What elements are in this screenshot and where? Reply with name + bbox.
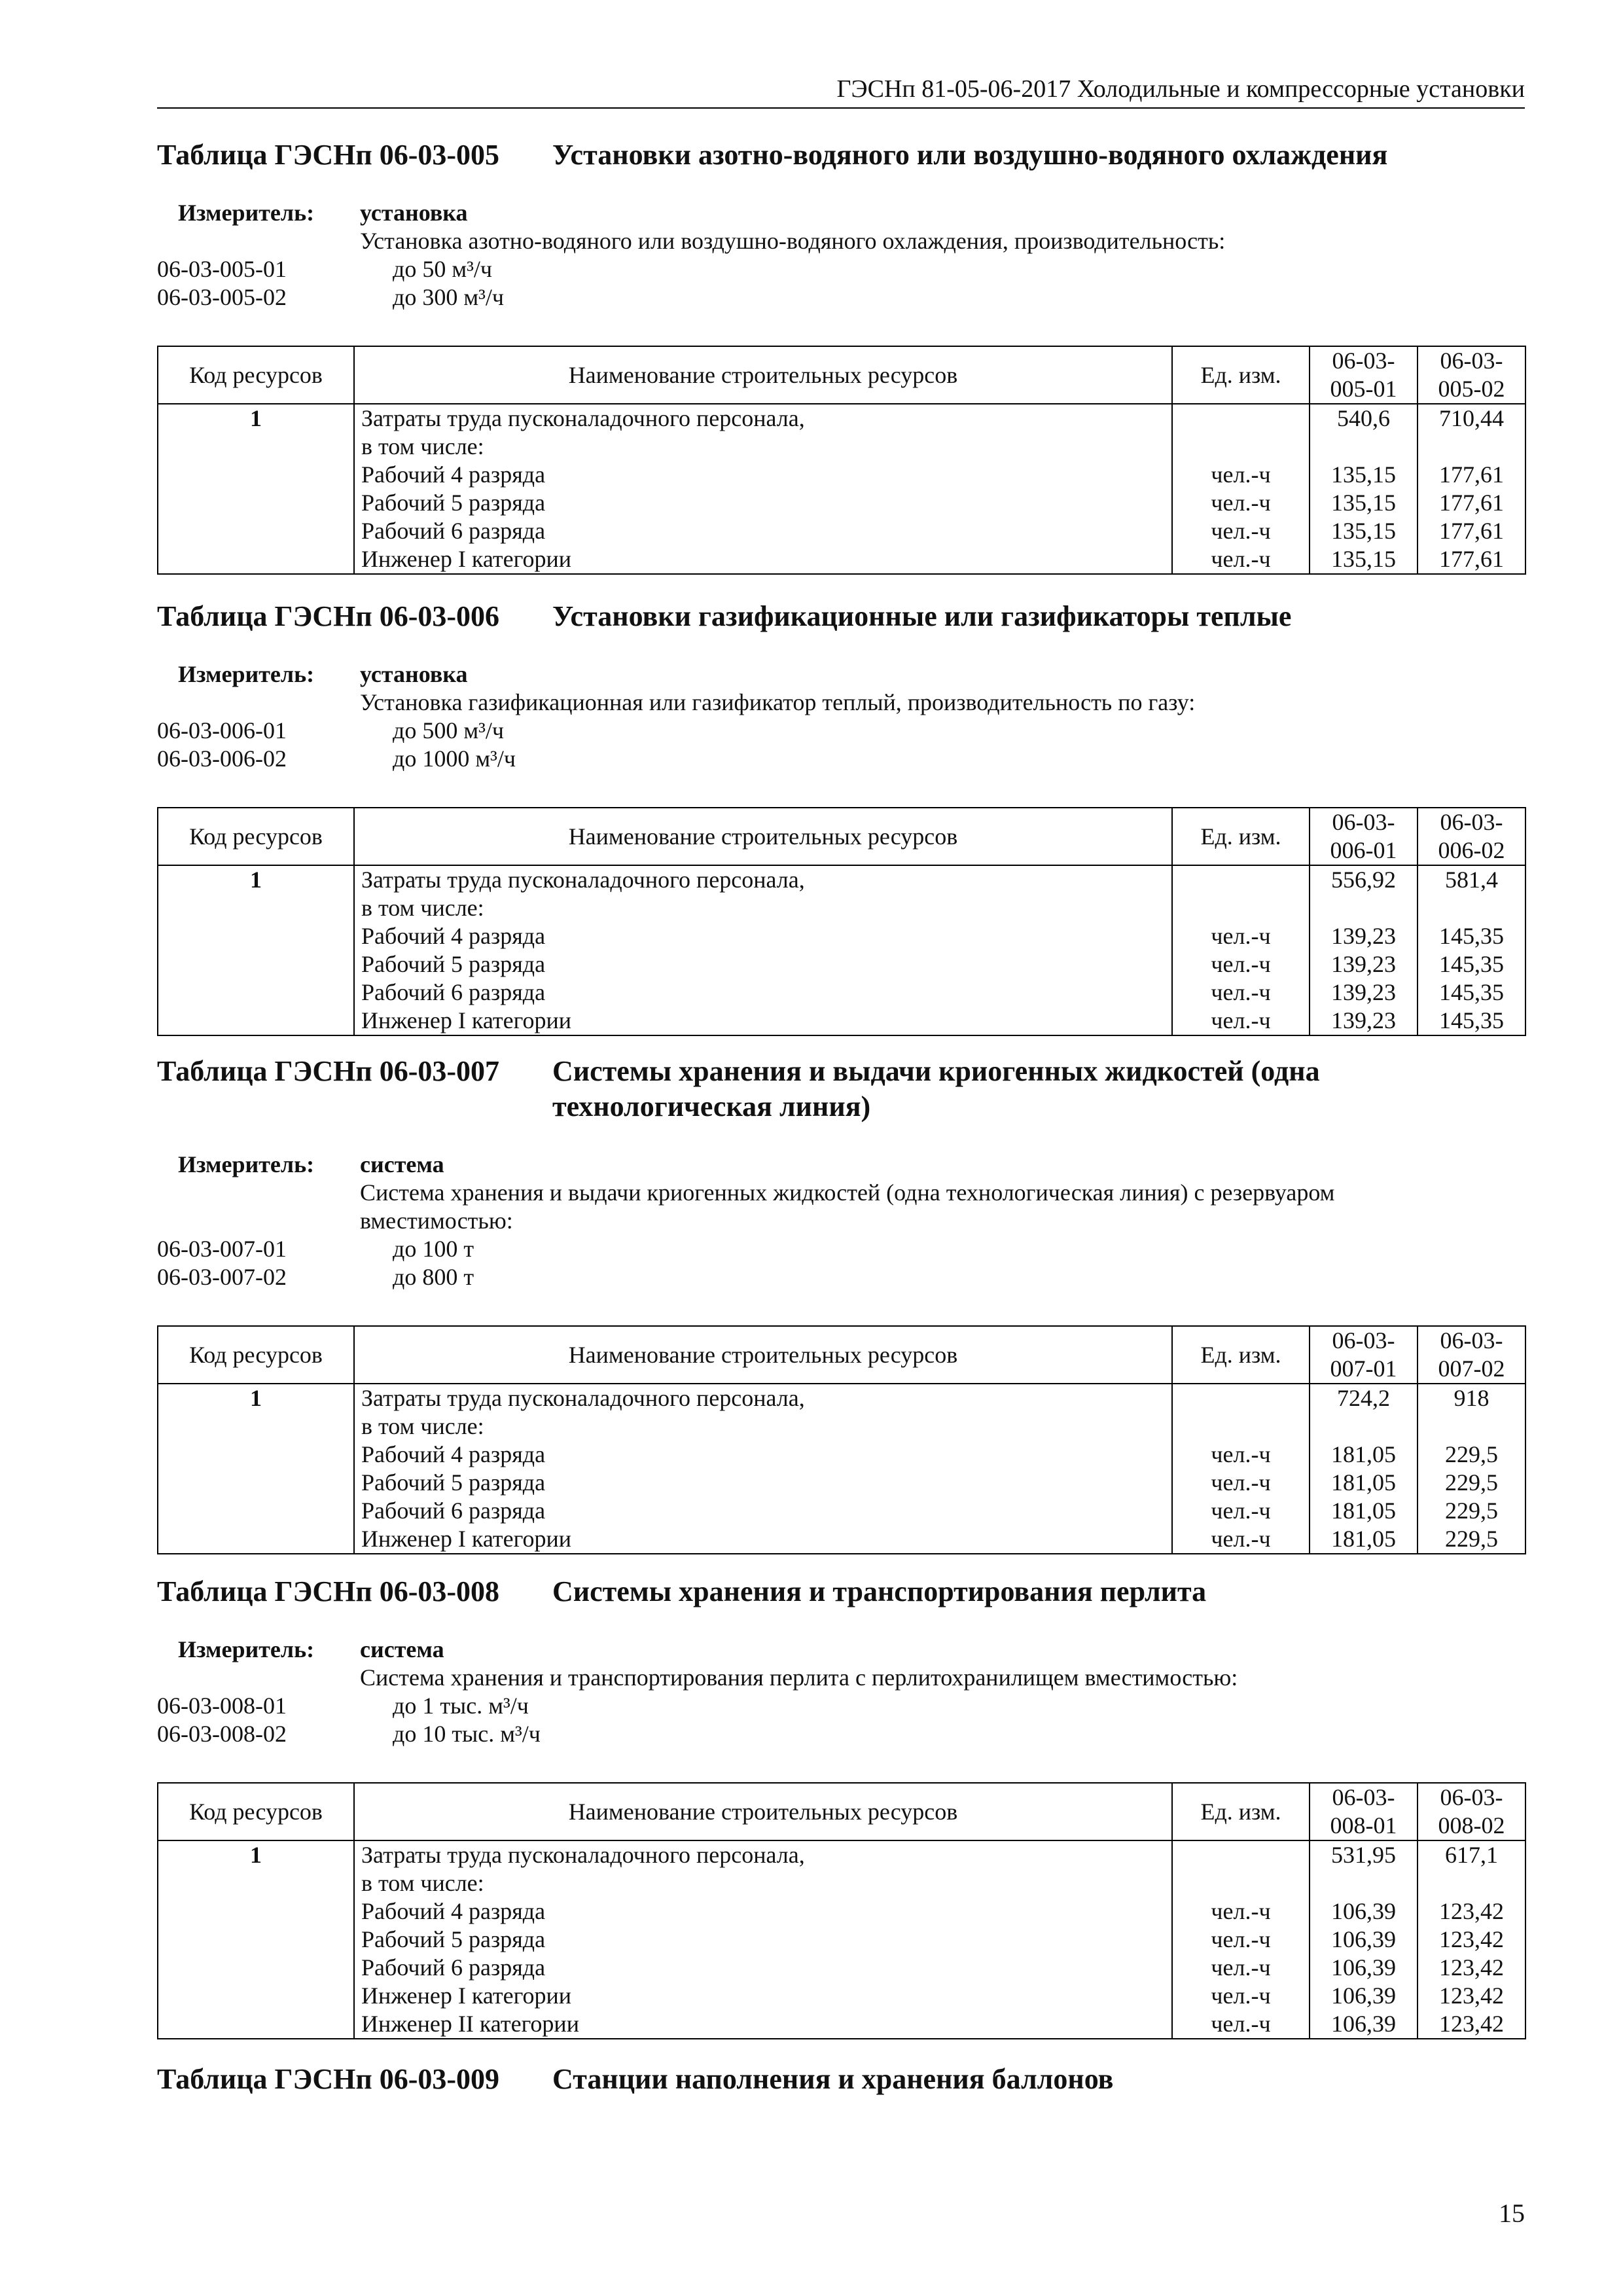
header-code: Код ресурсов <box>158 808 354 865</box>
variant-text: до 10 тыс. м³/ч <box>393 1721 541 1747</box>
table-row: Рабочий 5 разряда чел.-ч 139,23 145,35 <box>158 950 1525 978</box>
measure-block <box>157 199 1525 312</box>
table-row: Инженер I категории чел.-ч 139,23 145,35 <box>158 1007 1525 1035</box>
header-code: Код ресурсов <box>158 346 354 404</box>
meter-unit: система <box>360 1636 444 1662</box>
table-name: Установки газификационные или газификаторы теплые <box>552 600 1292 632</box>
table-code: Таблица ГЭСНп 06-03-006 <box>157 600 500 632</box>
header-variant-a: 06-03- 008-01 <box>1310 1783 1418 1840</box>
variant-code: 06-03-005-01 <box>157 256 287 282</box>
header-variant-b: 06-03- 006-02 <box>1418 808 1525 865</box>
table-code: Таблица ГЭСНп 06-03-009 <box>157 2063 500 2095</box>
table-section-06-03-008 <box>157 1574 1525 2039</box>
table-row: Рабочий 4 разряда чел.-ч 106,39 123,42 <box>158 1897 1525 1926</box>
header-code: Код ресурсов <box>158 1326 354 1384</box>
table-section-06-03-007 <box>157 1054 1525 1554</box>
table-row: Рабочий 6 разряда чел.-ч 135,15 177,61 <box>158 517 1525 545</box>
table-row: Рабочий 5 разряда чел.-ч 181,05 229,5 <box>158 1469 1525 1497</box>
measure-description: Установка азотно-водяного или воздушно-водяного охлаждения, производительность: <box>360 228 1226 254</box>
document-title: ГЭСНп 81-05-06-2017 Холодильные и компрессорные установки <box>836 75 1525 103</box>
variant-text: до 100 т <box>393 1236 474 1262</box>
table-title <box>157 137 1525 173</box>
variant-code: 06-03-007-01 <box>157 1236 287 1262</box>
header-variant-b: 06-03- 005-02 <box>1418 346 1525 404</box>
table-row: Рабочий 6 разряда чел.-ч 106,39 123,42 <box>158 1954 1525 1982</box>
meter-label: Измеритель: <box>178 1151 315 1177</box>
header-name: Наименование строительных ресурсов <box>354 1326 1172 1384</box>
table-row: в том числе: <box>158 1412 1525 1441</box>
table-code: Таблица ГЭСНп 06-03-007 <box>157 1055 500 1087</box>
table-code: Таблица ГЭСНп 06-03-005 <box>157 139 500 171</box>
variant-code: 06-03-005-02 <box>157 284 287 310</box>
header-name: Наименование строительных ресурсов <box>354 346 1172 404</box>
header-variant-a: 06-03- 006-01 <box>1310 808 1418 865</box>
table-name: Системы хранения и выдачи криогенных жидкостей (одна технологическая линия) <box>552 1055 1320 1122</box>
meter-unit: установка <box>360 200 468 226</box>
meter-unit: система <box>360 1151 444 1177</box>
table-title <box>157 1054 1525 1124</box>
table-title <box>157 2062 1525 2097</box>
measure-block <box>157 1151 1525 1291</box>
page-number: 15 <box>1499 2198 1525 2228</box>
table-section-06-03-005 <box>157 137 1525 575</box>
table-row: Рабочий 5 разряда чел.-ч 106,39 123,42 <box>158 1926 1525 1954</box>
meter-label: Измеритель: <box>178 661 315 687</box>
variant-code: 06-03-007-02 <box>157 1264 287 1290</box>
table-row: в том числе: <box>158 894 1525 922</box>
meter-label: Измеритель: <box>178 200 315 226</box>
table-row: Рабочий 4 разряда чел.-ч 181,05 229,5 <box>158 1441 1525 1469</box>
variant-code: 06-03-008-02 <box>157 1721 287 1747</box>
measure-block <box>157 1636 1525 1748</box>
table-row: 1 Затраты труда пусконаладочного персонала, 531,95 617,1 <box>158 1840 1525 1869</box>
table-row: Рабочий 6 разряда чел.-ч 181,05 229,5 <box>158 1497 1525 1525</box>
table-row: Инженер II категории чел.-ч 106,39 123,42 <box>158 2010 1525 2039</box>
table-row: 1 Затраты труда пусконаладочного персонала, 556,92 581,4 <box>158 865 1525 894</box>
variant-text: до 800 т <box>393 1264 474 1290</box>
resource-table <box>157 346 1526 575</box>
table-name: Системы хранения и транспортирования перлита <box>552 1575 1207 1607</box>
measure-description: Система хранения и выдачи криогенных жидкостей (одна технологическая линия) с резервуаром вместимостью: <box>360 1179 1335 1234</box>
table-section-06-03-009 <box>157 2062 1525 2097</box>
measure-description: Установка газификационная или газификатор теплый, производительность по газу: <box>360 689 1196 715</box>
measure-block <box>157 660 1525 773</box>
table-row: Рабочий 6 разряда чел.-ч 139,23 145,35 <box>158 978 1525 1007</box>
header-unit: Ед. изм. <box>1172 808 1310 865</box>
header-variant-b: 06-03- 008-02 <box>1418 1783 1525 1840</box>
variant-code: 06-03-006-02 <box>157 745 287 772</box>
table-section-06-03-006 <box>157 599 1525 1036</box>
meter-label: Измеритель: <box>178 1636 315 1662</box>
table-title <box>157 599 1525 634</box>
table-row: 1 Затраты труда пусконаладочного персонала, 540,6 710,44 <box>158 404 1525 433</box>
table-row: Рабочий 5 разряда чел.-ч 135,15 177,61 <box>158 489 1525 517</box>
table-row: в том числе: <box>158 433 1525 461</box>
table-row: Инженер I категории чел.-ч 106,39 123,42 <box>158 1982 1525 2010</box>
header-unit: Ед. изм. <box>1172 346 1310 404</box>
header-name: Наименование строительных ресурсов <box>354 1783 1172 1840</box>
table-name: Установки азотно-водяного или воздушно-водяного охлаждения <box>552 139 1388 171</box>
header-unit: Ед. изм. <box>1172 1326 1310 1384</box>
variant-text: до 50 м³/ч <box>393 256 492 282</box>
resource-table <box>157 807 1526 1036</box>
table-row: Рабочий 4 разряда чел.-ч 135,15 177,61 <box>158 461 1525 489</box>
variant-text: до 300 м³/ч <box>393 284 504 310</box>
header-unit: Ед. изм. <box>1172 1783 1310 1840</box>
table-row: Инженер I категории чел.-ч 135,15 177,61 <box>158 545 1525 574</box>
variant-text: до 500 м³/ч <box>393 717 504 744</box>
page-header <box>157 73 1525 109</box>
variant-code: 06-03-008-01 <box>157 1693 287 1719</box>
meter-unit: установка <box>360 661 468 687</box>
resource-table <box>157 1782 1526 2039</box>
variant-text: до 1000 м³/ч <box>393 745 516 772</box>
table-code: Таблица ГЭСНп 06-03-008 <box>157 1575 500 1607</box>
variant-code: 06-03-006-01 <box>157 717 287 744</box>
header-variant-a: 06-03- 007-01 <box>1310 1326 1418 1384</box>
header-variant-b: 06-03- 007-02 <box>1418 1326 1525 1384</box>
variant-text: до 1 тыс. м³/ч <box>393 1693 529 1719</box>
table-row: Рабочий 4 разряда чел.-ч 139,23 145,35 <box>158 922 1525 950</box>
measure-description: Система хранения и транспортирования перлита с перлитохранилищем вместимостью: <box>360 1664 1238 1691</box>
table-title <box>157 1574 1525 1609</box>
table-name: Станции наполнения и хранения баллонов <box>552 2063 1114 2095</box>
header-variant-a: 06-03- 005-01 <box>1310 346 1418 404</box>
resource-table <box>157 1325 1526 1554</box>
table-row: 1 Затраты труда пусконаладочного персонала, 724,2 918 <box>158 1384 1525 1412</box>
table-row: в том числе: <box>158 1869 1525 1897</box>
table-row: Инженер I категории чел.-ч 181,05 229,5 <box>158 1525 1525 1554</box>
header-name: Наименование строительных ресурсов <box>354 808 1172 865</box>
header-code: Код ресурсов <box>158 1783 354 1840</box>
